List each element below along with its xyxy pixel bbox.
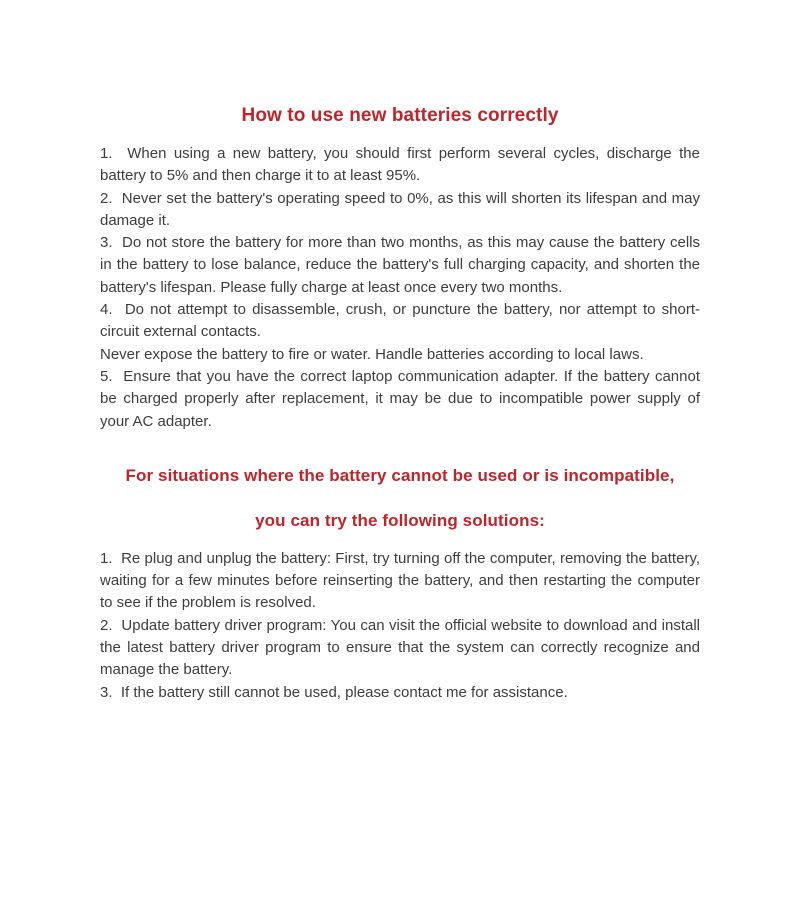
usage-item-1: 1. When using a new battery, you should first perform several cycles, discharge the battery to 5% and then charge it to at least 95%. — [100, 145, 700, 185]
solution-item-3: 3. If the battery still cannot be used, please contact me for assistance. — [100, 683, 568, 701]
document-title: How to use new batteries correctly — [241, 105, 559, 126]
usage-item-2: 2. Never set the battery's operating speed to 0%, as this will shorten its lifespan and may damage it. — [100, 189, 700, 229]
usage-item-3: 3. Do not store the battery for more than two months, as this may cause the battery cells in the battery to lose balance, reduce the battery's full charging capacity, and shorten the battery's lifespan. Please fully charge at least once every two months. — [100, 234, 700, 296]
usage-instructions-list — [100, 143, 700, 433]
troubleshooting-heading-line1: For situations where the battery cannot be used or is incompatible, — [125, 465, 675, 485]
solution-item-1: 1. Re plug and unplug the battery: First, try turning off the computer, removing the battery, waiting for a few minutes before reinserting the battery, and then restarting the computer to see if the problem is resolved. — [100, 549, 700, 612]
usage-item-5: 5. Ensure that you have the correct laptop communication adapter. If the battery cannot be charged properly after replacement, it may be due to incompatible power supply of your AC adapter. — [100, 367, 700, 430]
troubleshooting-solutions-list — [100, 548, 700, 704]
usage-safety-note: Never expose the battery to fire or water. Handle batteries according to local laws. — [100, 345, 644, 363]
usage-item-4: 4. Do not attempt to disassemble, crush, or puncture the battery, nor attempt to short-circuit external contacts. — [100, 301, 700, 341]
instruction-document — [0, 104, 800, 904]
solution-item-2: 2. Update battery driver program: You can visit the official website to download and install the latest battery driver program to ensure that the system can correctly recognize and manage the battery. — [100, 616, 700, 679]
troubleshooting-heading-line2: you can try the following solutions: — [255, 510, 545, 530]
